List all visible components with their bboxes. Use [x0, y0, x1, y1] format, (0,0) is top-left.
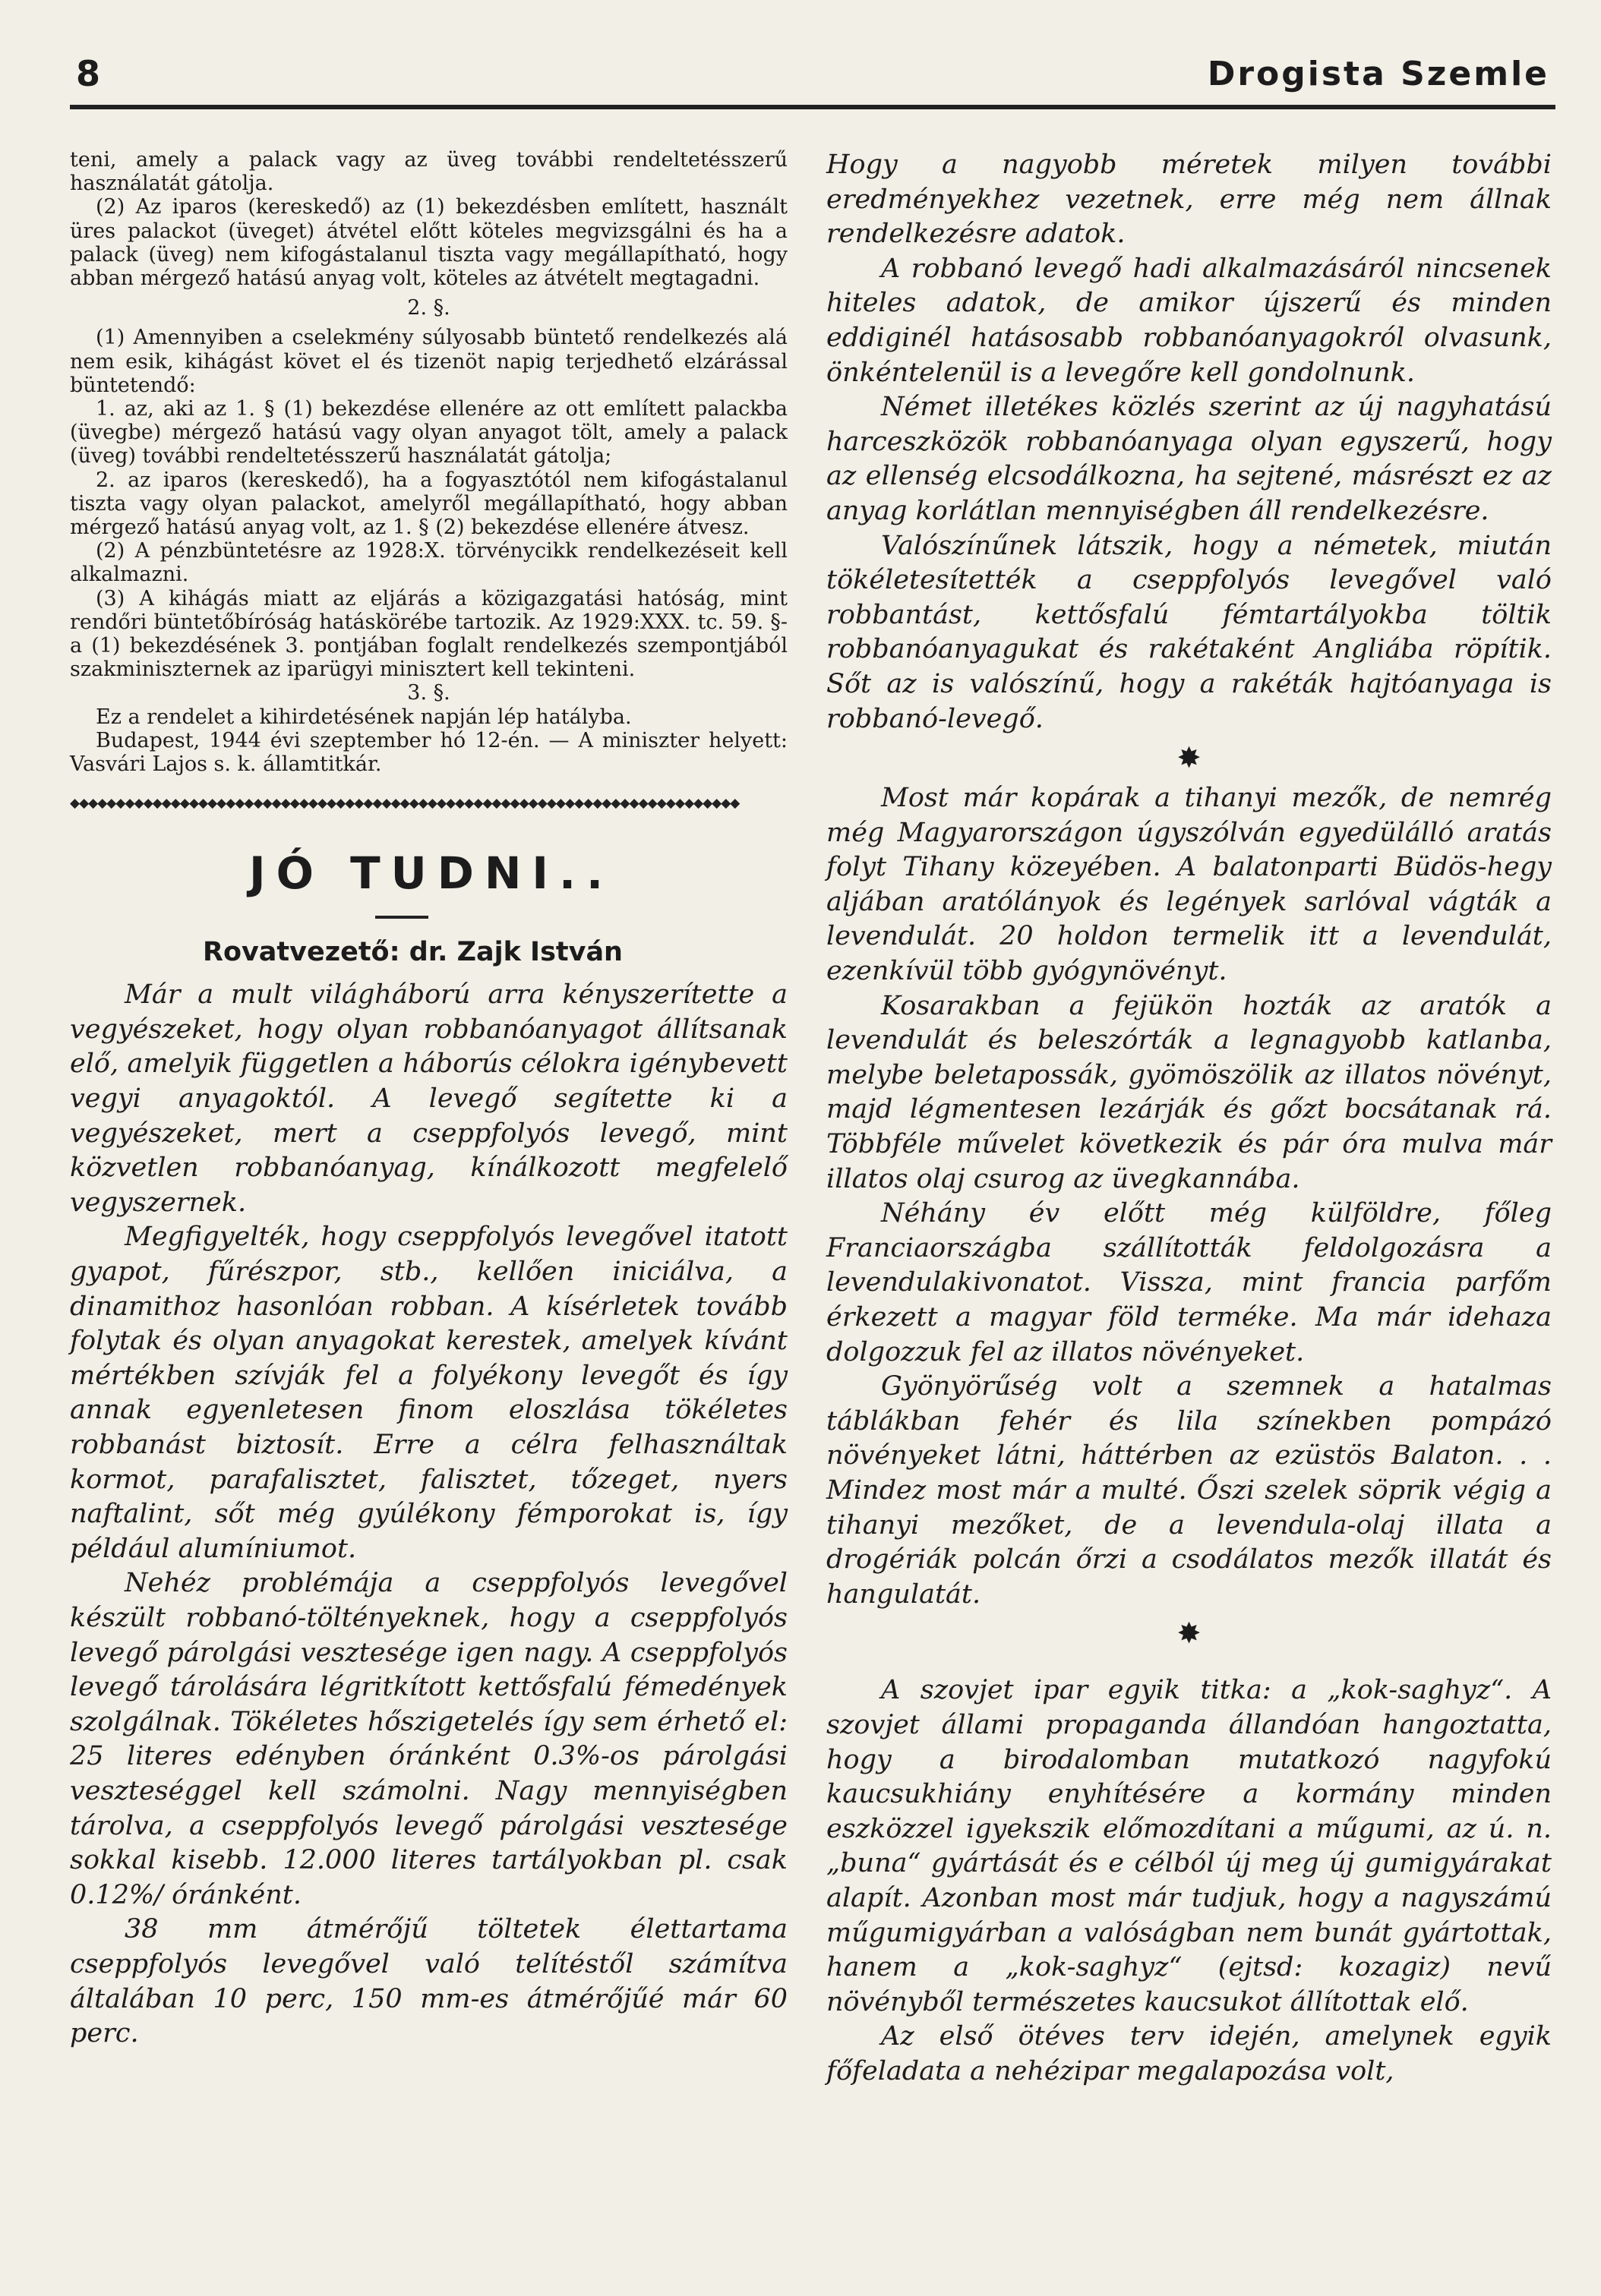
left-article [70, 978, 788, 2051]
article-paragraph: Gyönyörűség volt a szemnek a hatalmas táblákban fehér és lila színekben pompázó növényeket látni, háttérben az ezüstös Balaton. . . Mindez most már a multé. Őszi szelek söprik végig a tihanyi mezőket, de a levendula-olaj illata a drogériák polcán őrzi a csodálatos mezők illatát és hangulatát. [826, 1371, 1552, 1610]
article-paragraph: Néhány év előtt még külföldre, főleg Franciaországba szállították feldolgozásra a levendulakivonatot. Vissza, mint francia parfőm érkezett a magyar föld terméke. Ma már idehaza dolgozzuk fel az illatos növényeket. [826, 1198, 1552, 1367]
law-paragraph: (1) Amennyiben a cselekmény súlyosabb büntető rendelkezés alá nem esik, kihágást követ el és tizenöt napig terjedhető elzárással büntetendő: [70, 326, 788, 397]
law-paragraph: 1. az, aki az 1. § (1) bekezdése ellenére az ott említett palackba (üvegbe) mérgező hatású vagy olyan anyagot tölt, amely a palack (üveg) további rendeltetésszerű használatát gátolja; [70, 397, 788, 468]
article-paragraph: Valószínűnek látszik, hogy a németek, miután tökéletesítették a cseppfolyós levegővel való robbantást, kettősfalú fémtartályokba töltik robbanóanyagukat és rakétaként Angliába röpítik. Sőt az is valószínű, hogy a rakéták hajtóanyaga is robbanó-levegő. [826, 530, 1552, 734]
page-number: 8 [76, 53, 101, 94]
law-paragraph: 2. az iparos (kereskedő), ha a fogyasztótól nem kifogástalanul tiszta vagy olyan palackot, amelyről megállapítható, hogy abban mérgező hatású anyag volt, az 1. § (2) bekezdése ellenére átvesz. [70, 468, 788, 540]
law-signature: Budapest, 1944 évi szeptember hó 12-én. — A miniszter helyett: Vasvári Lajos s. k. államtitkár. [70, 728, 788, 777]
article-paragraph: Nehéz problémája a cseppfolyós levegővel készült robbanó-töltényeknek, hogy a cseppfolyós levegő párolgási vesztesége igen nagy. A cseppfolyós levegő tárolására légritkított kettősfalú fémedények szolgálnak. Tökéletes hőszigetelés így sem érhető el: 25 literes edényben óránként 0.3%-os párolgási veszteséggel kell számolni. Nagy mennyiségben tárolva, a cseppfolyós levegő párolgási vesztesége sokkal kisebb. 12.000 literes tartályokban pl. csak 0.12%/ óránként. [70, 1568, 788, 1910]
star-separator: ✸ [1176, 741, 1202, 775]
section-title: JÓ TUDNI.. [249, 847, 614, 900]
law-paragraph: teni, amely a palack vagy az üveg további rendeltetésszerű használatát gátolja. [70, 148, 788, 196]
law-paragraph: (2) Az iparos (kereskedő) az (1) bekezdésben említett, használt üres palackot (üveget) átvétel előtt köteles megvizsgálni és ha a palack (üveg) nem kifogástalanul tiszta vagy megállapítható, hogy abban mérgező hatású anyag volt, köteles az átvételt megtagadni. [70, 195, 788, 291]
law-text [70, 148, 788, 776]
law-section-number: 2. §. [407, 296, 450, 320]
law-paragraph: Ez a rendelet a kihirdetésének napján lép hatályba. [96, 705, 632, 729]
article-paragraph: Megfigyelték, hogy cseppfolyós levegővel itatott gyapot, fűrészpor, stb., kellően iniciálva, a dinamithoz hasonlóan robban. A kísérletek tovább folytak és olyan anyagokat kerestek, amelyek kívánt mértékben szívják fel a folyékony levegőt és így annak egyenletesen finom eloszlása tökéletes robbanást biztosít. Erre a célra felhasználtak kormot, parafalisztet, falisztet, tőzeget, nyers naftalint, sőt még gyúlékony fémporokat is, így például alumíniumot. [70, 1222, 788, 1564]
left-column [70, 148, 788, 2052]
article-paragraph: 38 mm átmérőjű töltetek élettartama cseppfolyós levegővel való telítéstől számítva általában 10 perc, 150 mm-es átmérőjűé már 60 perc. [70, 1914, 788, 2049]
article-paragraph: A szovjet ipar egyik titka: a „kok-saghyz“. A szovjet állami propaganda állandóan hangoztatta, hogy a birodalomban mutatkozó nagyfokú kaucsukhiány enyhítésére a kormány minden eszközzel igyekszik előmozdítani a műgumi, az ú. n. „buna“ gyártását és e célból új meg új gumigyárakat alapít. Azonban most már tudjuk, hogy a nagyszámú műgumigyárban a valóságban nem bunát gyártottak, hanem a „kok-saghyz“ (ejtsd: kozagiz) nevű növényből természetes kaucsukot állítottak elő. [826, 1675, 1552, 2017]
star-separator: ✸ [1176, 1616, 1202, 1651]
ornament-divider: ◆◆◆◆◆◆◆◆◆◆◆◆◆◆◆◆◆◆◆◆◆◆◆◆◆◆◆◆◆◆◆◆◆◆◆◆◆◆◆◆◆◆◆◆◆◆◆◆◆◆◆◆◆◆◆◆◆◆◆◆◆◆◆◆◆◆◆◆◆◆◆◆◆ [70, 796, 740, 812]
section-editor: Rovatvezető: dr. Zajk István [203, 937, 623, 968]
journal-title: Drogista Szemle [1207, 55, 1549, 93]
right-column [826, 148, 1552, 2089]
law-paragraph: (3) A kihágás miatt az eljárás a közigazgatási hatóság, mint rendőri büntetőbíróság hatáskörébe tartozik. Az 1929:XXX. tc. 59. §-a (1) bekezdésének 3. pontjában foglalt rendelkezés szempontjából szakminiszternek az iparügyi minisztert kell tekinteni. [70, 586, 788, 682]
article-paragraph: Hogy a nagyobb méretek milyen további eredményekhez vezetnek, erre még nem állnak rendelkezésre adatok. [826, 150, 1552, 250]
article-paragraph: Kosarakban a fejükön hozták az aratók a levendulát és beleszórták a legnagyobb katlanba, melybe beletapossák, gyömöszölik az illatos növényt, majd légmentesen lezárják és gőzt bocsátanak rá. Többféle művelet következik és pár óra mulva már illatos olaj csurog az üvegkannába. [826, 990, 1552, 1194]
article-paragraph: Most már kopárak a tihanyi mezők, de nemrég még Magyarországon úgyszólván egyedülálló aratás folyt Tihany közeyében. A balatonparti Büdös-hegy aljában aratólányok és legények sarlóval vágták a levendulát. 20 holdon termelik itt a levendulát, ezenkívül több gyógynövényt. [826, 783, 1552, 987]
title-rule [375, 916, 428, 919]
law-section-number: 3. §. [407, 681, 450, 705]
spacer [826, 1657, 1552, 1673]
article-paragraph: Német illetékes közlés szerint az új nagyhatású harceszközök robbanóanyaga olyan egyszerű, hogy az ellenség elcsodálkozna, ha sejtené, másrészt ez az anyag korlátlan mennyiségben áll rendelkezésre. [826, 392, 1552, 526]
article-paragraph: A robbanó levegő hadi alkalmazásáról nincsenek hiteles adatok, de amikor újszerű és minden eddiginél hatásosabb robbanóanyagokról olvasunk, önkéntelenül is a levegőre kell gondolnunk. [826, 253, 1552, 388]
law-paragraph: (2) A pénzbüntetésre az 1928:X. törvénycikk rendelkezéseit kell alkalmazni. [70, 539, 788, 587]
article-paragraph: Már a mult világháború arra kényszerítette a vegyészeket, hogy olyan robbanóanyagot állítsanak elő, amelyik független a háborús célokra igénybevett vegyi anyagoktól. A levegő segítette ki a vegyészeket, mert a cseppfolyós levegő, mint közvetlen robbanóanyag, kínálkozott megfelelő vegyszernek. [70, 979, 788, 1218]
header-rule [70, 105, 1555, 109]
article-paragraph: Az első ötéves terv idején, amelynek egyik főfeladata a nehézipar megalapozása volt, [826, 2021, 1552, 2086]
